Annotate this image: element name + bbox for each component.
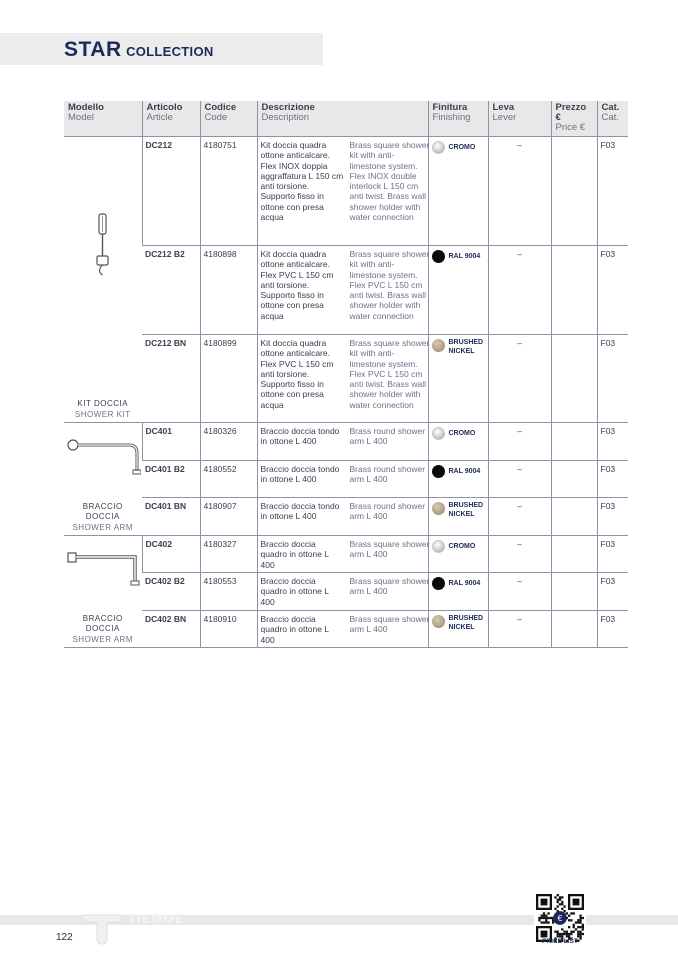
finish-cell bbox=[428, 461, 488, 498]
page-title-sub: COLLECTION bbox=[126, 44, 214, 59]
description-en: Brass square shower kit with anti-limestone system. Flex PVC L 150 cm anti twist. Brass wall shower holder with water connection bbox=[349, 338, 430, 410]
finish-swatch-icon bbox=[432, 250, 445, 263]
table-row bbox=[64, 498, 628, 536]
description-en: Brass square shower kit with anti-limestone system. Flex INOX double interlock L 150 cm anti twist. Brass wall shower holder with water connection bbox=[349, 140, 430, 223]
lever-cell: – bbox=[488, 536, 551, 573]
description-cell bbox=[257, 423, 428, 461]
tiemme-logo-mark-icon bbox=[83, 913, 121, 945]
finish-swatch-icon bbox=[432, 465, 445, 478]
description-it: Kit doccia quadra ottone anticalcare. Flex PVC L 150 cm anti torsione. Supporto fisso in ottone con presa acqua bbox=[260, 249, 334, 321]
model-label-en: SHOWER ARM bbox=[72, 634, 134, 644]
table-row bbox=[64, 246, 628, 335]
article-cell: DC401 BN bbox=[142, 498, 200, 536]
article-cell: DC212 bbox=[142, 137, 200, 246]
finish-label: RAL 9004 bbox=[448, 253, 481, 260]
description-cell bbox=[257, 335, 428, 423]
finish-cell bbox=[428, 137, 488, 246]
article-cell: DC212 BN bbox=[142, 335, 200, 423]
model-label-it: KIT DOCCIA bbox=[77, 399, 129, 409]
model-cell bbox=[64, 536, 142, 648]
cat-cell: F03 bbox=[597, 246, 628, 335]
finish-label: CROMO bbox=[448, 144, 476, 151]
price-cell bbox=[551, 246, 597, 335]
description-cell bbox=[257, 498, 428, 536]
finish-cell bbox=[428, 573, 488, 611]
svg-text:€: € bbox=[557, 914, 563, 923]
price-table bbox=[64, 101, 628, 648]
col-model: Modello Model bbox=[64, 101, 142, 137]
price-cell bbox=[551, 573, 597, 611]
model-cell bbox=[64, 137, 142, 423]
col-code: Codice Code bbox=[200, 101, 257, 137]
code-cell: 4180910 bbox=[200, 611, 257, 648]
code-cell: 4180898 bbox=[200, 246, 257, 335]
code-cell: 4180552 bbox=[200, 461, 257, 498]
table-row bbox=[64, 423, 628, 461]
col-lever: Leva Lever bbox=[488, 101, 551, 137]
lever-cell: – bbox=[488, 423, 551, 461]
page-title-main: STAR bbox=[64, 38, 122, 61]
finish-label: BRUSHED NICKEL bbox=[448, 502, 484, 518]
description-it: Braccio doccia quadro in ottone L 400 bbox=[260, 576, 329, 607]
price-cell bbox=[551, 461, 597, 498]
description-cell bbox=[257, 611, 428, 648]
article-cell: DC402 BN bbox=[142, 611, 200, 648]
price-cell bbox=[551, 335, 597, 423]
finish-label: CROMO bbox=[448, 430, 476, 437]
finish-swatch-icon bbox=[432, 540, 445, 553]
price-cell bbox=[551, 137, 597, 246]
description-it: Kit doccia quadra ottone anticalcare. Flex INOX doppia aggraffatura L 150 cm anti torsione. Supporto fisso in ottone con presa acqua bbox=[260, 140, 344, 223]
description-en: Brass square shower arm L 400 bbox=[349, 614, 430, 635]
lever-cell: – bbox=[488, 246, 551, 335]
lever-cell: – bbox=[488, 335, 551, 423]
table-row bbox=[64, 137, 628, 246]
price-cell bbox=[551, 536, 597, 573]
article-cell: DC401 bbox=[142, 423, 200, 461]
article-cell: DC401 B2 bbox=[142, 461, 200, 498]
cat-cell: F03 bbox=[597, 536, 628, 573]
page-title bbox=[64, 38, 214, 62]
description-en: Brass square shower arm L 400 bbox=[349, 539, 430, 560]
col-cat: Cat. Cat. bbox=[597, 101, 628, 137]
description-cell bbox=[257, 246, 428, 335]
cat-cell: F03 bbox=[597, 573, 628, 611]
finish-cell bbox=[428, 611, 488, 648]
code-cell: 4180327 bbox=[200, 536, 257, 573]
round-shower-arm-icon bbox=[67, 437, 139, 480]
col-article: Articolo Article bbox=[142, 101, 200, 137]
price-cell bbox=[551, 423, 597, 461]
description-cell bbox=[257, 536, 428, 573]
qr-label: PRICE LIST bbox=[542, 938, 578, 945]
finish-cell bbox=[428, 423, 488, 461]
model-label-en: SHOWER ARM bbox=[72, 522, 134, 532]
finish-swatch-icon bbox=[432, 427, 445, 440]
finish-swatch-icon bbox=[432, 615, 445, 628]
finish-label: BRUSHED NICKEL bbox=[448, 339, 484, 355]
model-cell bbox=[64, 423, 142, 536]
finish-label: CROMO bbox=[448, 543, 476, 550]
cat-cell: F03 bbox=[597, 611, 628, 648]
description-en: Brass square shower arm L 400 bbox=[349, 576, 430, 597]
cat-cell: F03 bbox=[597, 137, 628, 246]
table-header-row bbox=[64, 101, 628, 137]
price-cell bbox=[551, 498, 597, 536]
square-shower-arm-icon bbox=[67, 549, 139, 592]
article-cell: DC402 bbox=[142, 536, 200, 573]
code-cell: 4180899 bbox=[200, 335, 257, 423]
cat-cell: F03 bbox=[597, 423, 628, 461]
col-finish: Finitura Finishing bbox=[428, 101, 488, 137]
cat-cell: F03 bbox=[597, 335, 628, 423]
lever-cell: – bbox=[488, 611, 551, 648]
finish-cell bbox=[428, 335, 488, 423]
code-cell: 4180553 bbox=[200, 573, 257, 611]
model-label-it: BRACCIO DOCCIA bbox=[82, 614, 123, 634]
article-cell: DC402 B2 bbox=[142, 573, 200, 611]
lever-cell: – bbox=[488, 137, 551, 246]
description-it: Braccio doccia quadro in ottone L 400 bbox=[260, 539, 329, 570]
finish-swatch-icon bbox=[432, 141, 445, 154]
lever-cell: – bbox=[488, 461, 551, 498]
finish-cell bbox=[428, 246, 488, 335]
description-it: Braccio doccia tondo in ottone L 400 bbox=[260, 464, 340, 485]
description-it: Kit doccia quadra ottone anticalcare. Flex PVC L 150 cm anti torsione. Supporto fisso in ottone con presa acqua bbox=[260, 338, 334, 410]
table-row bbox=[64, 573, 628, 611]
cat-cell: F03 bbox=[597, 461, 628, 498]
description-it: Braccio doccia tondo in ottone L 400 bbox=[260, 501, 340, 522]
finish-swatch-icon bbox=[432, 577, 445, 590]
table-row bbox=[64, 536, 628, 573]
description-en: Brass round shower arm L 400 bbox=[349, 464, 426, 485]
finish-label: RAL 9004 bbox=[448, 468, 481, 475]
shower-kit-icon bbox=[67, 212, 139, 281]
description-en: Brass round shower arm L 400 bbox=[349, 501, 426, 522]
lever-cell: – bbox=[488, 498, 551, 536]
table-row bbox=[64, 461, 628, 498]
finish-label: BRUSHED NICKEL bbox=[448, 615, 484, 631]
tiemme-logo-text: TIEMME bbox=[128, 911, 185, 926]
finish-cell bbox=[428, 536, 488, 573]
article-cell: DC212 B2 bbox=[142, 246, 200, 335]
price-cell bbox=[551, 611, 597, 648]
code-cell: 4180326 bbox=[200, 423, 257, 461]
model-label-it: BRACCIO DOCCIA bbox=[82, 502, 123, 522]
table-row bbox=[64, 335, 628, 423]
description-it: Braccio doccia quadro in ottone L 400 bbox=[260, 614, 329, 645]
description-it: Braccio doccia tondo in ottone L 400 bbox=[260, 426, 340, 447]
col-price: Prezzo € Price € bbox=[551, 101, 597, 137]
description-cell bbox=[257, 137, 428, 246]
description-en: Brass square shower kit with anti-limestone system. Flex PVC L 150 cm anti twist. Brass wall shower holder with water connection bbox=[349, 249, 430, 321]
model-label-en: SHOWER KIT bbox=[74, 409, 131, 419]
description-en: Brass round shower arm L 400 bbox=[349, 426, 426, 447]
finish-cell bbox=[428, 498, 488, 536]
col-description: Descrizione Description bbox=[257, 101, 428, 137]
code-cell: 4180907 bbox=[200, 498, 257, 536]
description-cell bbox=[257, 461, 428, 498]
finish-swatch-icon bbox=[432, 339, 445, 352]
code-cell: 4180751 bbox=[200, 137, 257, 246]
finish-label: RAL 9004 bbox=[448, 580, 481, 587]
page-number: 122 bbox=[56, 932, 73, 943]
finish-swatch-icon bbox=[432, 502, 445, 515]
table-row bbox=[64, 611, 628, 648]
description-cell bbox=[257, 573, 428, 611]
lever-cell: – bbox=[488, 573, 551, 611]
cat-cell: F03 bbox=[597, 498, 628, 536]
